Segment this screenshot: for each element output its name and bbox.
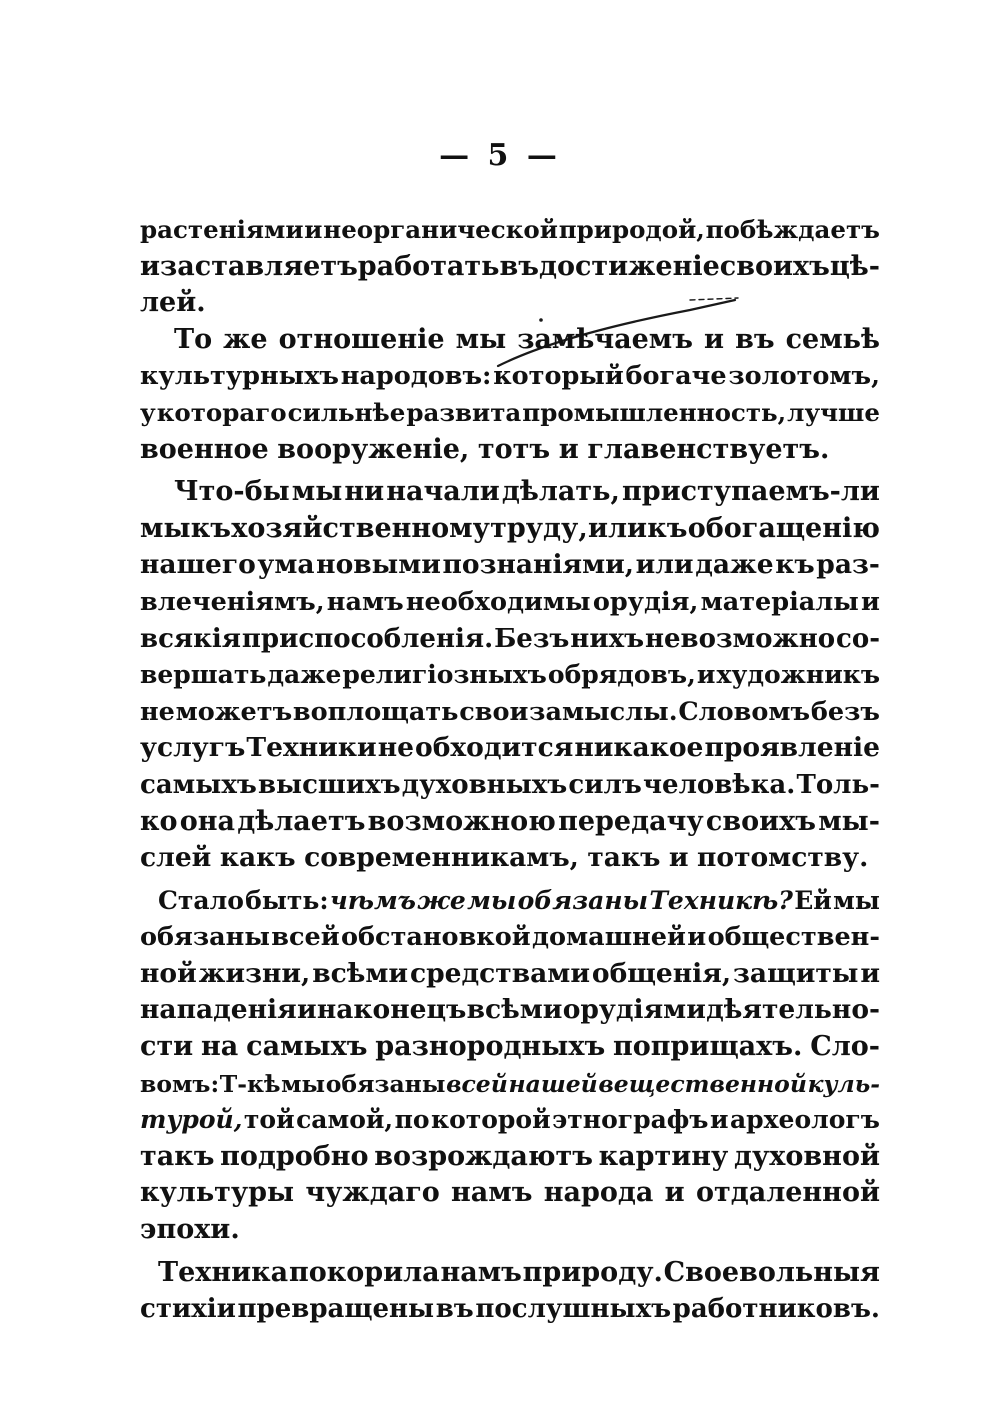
word: Т-кѣ [219, 1069, 281, 1098]
word: вомъ: [140, 1069, 220, 1098]
text-line [140, 767, 880, 804]
word: религіозныхъ [342, 660, 547, 690]
text-line [140, 432, 880, 469]
word: общенія, [591, 957, 732, 989]
text-line [140, 1029, 880, 1066]
word: всей [271, 922, 340, 953]
word: безъ [810, 696, 880, 727]
body-text [140, 212, 880, 1328]
word: которой [431, 1105, 551, 1135]
word: такъ [587, 842, 661, 874]
word: работать [357, 250, 500, 282]
word: передачу [558, 805, 704, 837]
word: стихіи [140, 1294, 236, 1325]
word: силъ [568, 769, 642, 800]
word: мы [455, 323, 507, 355]
word: и [704, 323, 725, 355]
word: обрядовъ, [547, 660, 696, 690]
word-italic: вещественной [598, 1069, 807, 1098]
word: ко [140, 805, 178, 837]
text-line [140, 474, 880, 511]
word: сти [140, 1031, 194, 1063]
word: домашней [532, 922, 686, 953]
word: мы [833, 885, 880, 915]
text-line [140, 584, 880, 621]
word: и [558, 433, 579, 465]
text-line [140, 1102, 880, 1139]
text-line [140, 1066, 880, 1103]
word: народовъ: [340, 361, 492, 392]
word: наконецъ [316, 994, 467, 1026]
word: всякія [140, 623, 241, 654]
word: Толь- [796, 769, 880, 800]
word: она [179, 805, 236, 837]
word: и [668, 842, 689, 874]
word: духовной [734, 1140, 880, 1172]
word: разнородныхъ [375, 1031, 606, 1063]
word: подробно [220, 1140, 369, 1172]
word: и [140, 250, 161, 282]
word: котораго [156, 397, 287, 427]
word: даже [695, 549, 774, 581]
word: же [223, 323, 268, 355]
word: своихъ [719, 250, 830, 282]
word: военное [140, 433, 269, 465]
word: въ [735, 323, 775, 355]
word-italic: мы [467, 885, 517, 915]
word: цѣ- [829, 250, 880, 282]
word: обязаны [140, 922, 270, 953]
word-italic: же [417, 885, 466, 915]
word: вершать [140, 660, 267, 690]
word: намъ [440, 1256, 522, 1288]
word: такъ [140, 1140, 215, 1172]
word-italic: куль- [807, 1069, 880, 1098]
word: Безъ [494, 623, 570, 654]
word: или [587, 512, 648, 544]
word: работниковъ. [672, 1294, 880, 1325]
word: самой, [296, 1105, 394, 1135]
word: художникъ [716, 660, 880, 690]
text-line [140, 840, 880, 877]
text-line [140, 1212, 880, 1249]
word: услугъ [140, 732, 246, 764]
word: природу. [522, 1256, 663, 1288]
word: къ [775, 549, 815, 581]
word: обходится [415, 732, 574, 764]
word: не [140, 696, 175, 727]
word: культуры [140, 1177, 295, 1209]
text-line [140, 1255, 880, 1292]
word: самыхъ [246, 1031, 368, 1063]
word: къ [647, 512, 688, 544]
word: Что-бы [174, 476, 290, 508]
word: хозяйственному [231, 512, 490, 544]
word: и [664, 1177, 685, 1209]
word: Сло- [810, 1031, 880, 1063]
word: духовныхъ [401, 769, 568, 800]
word: слей [140, 842, 212, 874]
word: замѣчаемъ [517, 323, 693, 355]
word: нашего [140, 549, 256, 581]
word: къ [190, 512, 231, 544]
word: и [696, 660, 716, 690]
text-line [140, 511, 880, 548]
word: обогащенію [687, 512, 880, 544]
word: намъ [326, 586, 404, 617]
word: потомству. [697, 842, 869, 874]
word: возможною [367, 805, 556, 837]
page-number: — 5 — [439, 138, 561, 173]
text-line [140, 621, 880, 658]
word: золотомъ, [728, 361, 880, 392]
word: современникамъ, [304, 842, 579, 874]
word: познаніями, [442, 549, 634, 581]
text-line [140, 1175, 880, 1212]
word: послушныхъ [475, 1294, 672, 1325]
word: высшихъ [257, 769, 401, 800]
word: природой, [558, 215, 705, 244]
word: начали [386, 476, 500, 508]
word: никакое [574, 732, 704, 764]
word: и [296, 994, 317, 1026]
word: и [861, 586, 880, 617]
word: намъ [451, 1177, 533, 1209]
word: Стало [158, 885, 244, 915]
word: дѣлаетъ [237, 805, 366, 837]
text-line [140, 992, 880, 1029]
paragraph-2 [140, 322, 880, 468]
word: Ей [794, 885, 832, 915]
word: орудіями [562, 994, 706, 1026]
paragraph-4 [140, 883, 880, 1249]
word: влеченіямъ, [140, 586, 325, 617]
word: этнографъ [552, 1105, 709, 1135]
word: воплощать [292, 696, 459, 727]
word: замыслы. [529, 696, 678, 727]
word: поприщахъ. [613, 1031, 803, 1063]
word: лей. [140, 287, 206, 319]
word: развита [406, 397, 522, 427]
word: покорила [288, 1256, 440, 1288]
word: ной [140, 957, 197, 989]
text-line [140, 956, 880, 993]
word: всѣми [312, 957, 409, 989]
text-line [140, 883, 880, 920]
text-line [140, 212, 880, 249]
word: Словомъ [678, 696, 811, 727]
word-italic: турой, [140, 1105, 243, 1135]
word: обществен- [707, 922, 880, 953]
text-line [140, 804, 880, 841]
word: эпохи. [140, 1214, 240, 1246]
word: превращены [237, 1294, 435, 1325]
word: со- [836, 623, 880, 654]
word: То [174, 323, 213, 355]
word: отдаленной [695, 1177, 880, 1209]
word: археологъ [729, 1105, 880, 1135]
word: ни [344, 476, 385, 508]
word: по [394, 1105, 430, 1135]
text-line [140, 249, 880, 286]
word: богаче [625, 361, 727, 392]
word: лучше [787, 397, 880, 427]
word: который [493, 361, 624, 392]
word: мы [291, 476, 343, 508]
word: тотъ [477, 433, 551, 465]
word: чуждаго [305, 1177, 440, 1209]
word: достиженіе [538, 250, 720, 282]
word: главенствуетъ. [587, 433, 830, 465]
text-line [140, 919, 880, 956]
word: проявленіе [704, 732, 880, 764]
word: матеріалы [700, 586, 859, 617]
word: обстановкой [341, 922, 531, 953]
word: въ [435, 1294, 474, 1325]
word: и [860, 957, 880, 989]
word-italic: всей [446, 1069, 508, 1098]
word: картину [598, 1140, 729, 1172]
word: мы- [818, 805, 880, 837]
word: мы [281, 1069, 326, 1098]
word: необходимы [405, 586, 591, 617]
word: культурныхъ [140, 361, 339, 392]
word: всѣми [466, 994, 563, 1026]
word: невозможно [644, 623, 836, 654]
word: дѣлать, [501, 476, 620, 508]
word: мы [140, 512, 191, 544]
word: жизни, [198, 957, 311, 989]
word: и [687, 922, 707, 953]
word: растеніями [140, 215, 304, 244]
word: и [304, 215, 323, 244]
word: или [635, 549, 694, 581]
text-line [140, 285, 880, 322]
word-italic: чѣмъ [329, 885, 416, 915]
word-italic: Техникѣ? [649, 885, 793, 915]
word: отношеніе [278, 323, 445, 355]
text-line [140, 694, 880, 731]
word: можетъ [175, 696, 293, 727]
word-italic: обязаны [517, 885, 649, 915]
word: приступаемъ-ли [621, 476, 880, 508]
text-line [140, 322, 880, 359]
word: ума [257, 549, 315, 581]
word: на [201, 1031, 239, 1063]
word: той [243, 1105, 295, 1135]
word: нихъ [570, 623, 645, 654]
text-line [140, 657, 880, 694]
word: Техника [158, 1256, 289, 1288]
word: самыхъ [140, 769, 257, 800]
word: свои [459, 696, 529, 727]
word: неорганической [323, 215, 558, 244]
word: труду, [490, 512, 588, 544]
word: Своевольныя [663, 1256, 880, 1288]
word: защиты [732, 957, 859, 989]
word: раз- [816, 549, 880, 581]
text-line [140, 547, 880, 584]
word: средствами [409, 957, 590, 989]
word: въ [499, 250, 539, 282]
word: Техники [246, 732, 377, 764]
word: орудія, [592, 586, 699, 617]
word: нападенія [140, 994, 297, 1026]
word: даже [267, 660, 342, 690]
paragraph-5 [140, 1255, 880, 1328]
word: промышленность, [522, 397, 787, 427]
word: какъ [219, 842, 296, 874]
word: своихъ [705, 805, 816, 837]
word: вооруженіе, [277, 433, 470, 465]
word: не [377, 732, 414, 764]
paragraph-1 [140, 212, 880, 322]
word-italic: нашей [508, 1069, 598, 1098]
word: семьѣ [785, 323, 880, 355]
word: быть: [245, 885, 329, 915]
word: у [140, 397, 156, 427]
text-line [140, 1139, 880, 1176]
word: и [709, 1105, 729, 1135]
word: обязаны [325, 1069, 446, 1098]
word: новыми [316, 549, 441, 581]
text-line [140, 730, 880, 767]
text-line [140, 1291, 880, 1328]
text-line [140, 358, 880, 395]
text-line [140, 395, 880, 432]
word: сильнѣе [287, 397, 406, 427]
word: дѣятельно- [706, 994, 880, 1026]
word: побѣждаетъ [705, 215, 880, 244]
paragraph-3 [140, 474, 880, 877]
word: заставляетъ [160, 250, 358, 282]
word: человѣка. [643, 769, 796, 800]
word: народа [543, 1177, 654, 1209]
word: приспособленія. [241, 623, 494, 654]
word: возрождаютъ [374, 1140, 593, 1172]
